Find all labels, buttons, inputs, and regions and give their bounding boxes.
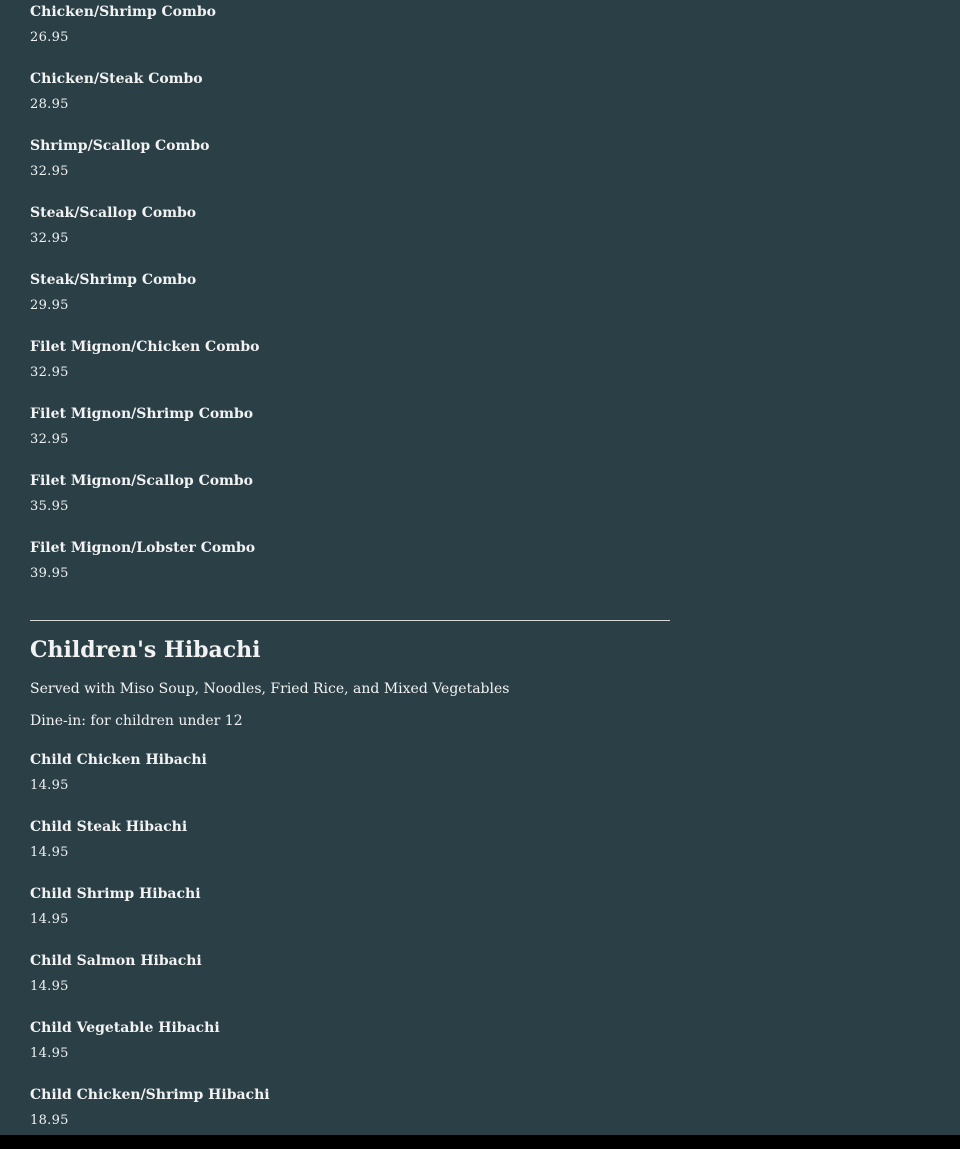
menu-item-price: 32.95 [30,432,69,447]
menu-item-name: Chicken/Steak Combo [30,71,203,87]
menu-item-name: Filet Mignon/Chicken Combo [30,339,260,355]
menu-item-price: 14.95 [30,845,69,860]
section-title: Children's Hibachi [30,637,261,663]
menu-item [30,136,670,203]
menu-item-name: Child Chicken Hibachi [30,752,207,768]
menu-item-price: 35.95 [30,499,69,514]
menu-item-price: 14.95 [30,912,69,927]
menu-item-name: Child Steak Hibachi [30,819,188,835]
menu-item [30,337,670,404]
menu-item [30,884,670,951]
menu-item-name: Shrimp/Scallop Combo [30,138,210,154]
menu-item-price: 29.95 [30,298,69,313]
menu-item [30,1085,670,1135]
menu-item [30,69,670,136]
menu-item [30,2,670,69]
menu-item [30,951,670,1018]
menu-item-price: 18.95 [30,1113,69,1128]
menu-item-name: Steak/Scallop Combo [30,205,197,221]
menu-item-name: Filet Mignon/Shrimp Combo [30,406,254,422]
menu-item-name: Child Salmon Hibachi [30,953,202,969]
menu-item [30,750,670,817]
section-divider [30,620,670,621]
menu-item-name: Child Chicken/Shrimp Hibachi [30,1087,270,1103]
menu-item-price: 14.95 [30,979,69,994]
menu-content [30,2,670,1135]
menu-item-price: 14.95 [30,778,69,793]
menu-item-price: 39.95 [30,566,69,581]
menu-item [30,203,670,270]
menu-item-name: Filet Mignon/Scallop Combo [30,473,254,489]
menu-item [30,1018,670,1085]
menu-item [30,404,670,471]
menu-item-name: Filet Mignon/Lobster Combo [30,540,256,556]
menu-item [30,817,670,884]
menu-item [30,538,670,605]
menu-item-price: 28.95 [30,97,69,112]
menu-item-price: 32.95 [30,164,69,179]
menu-item-price: 32.95 [30,365,69,380]
section-description: Served with Miso Soup, Noodles, Fried Rice, and Mixed Vegetables [30,681,510,697]
menu-item-name: Chicken/Shrimp Combo [30,4,216,20]
section-note: Dine-in: for children under 12 [30,713,243,729]
menu-item [30,270,670,337]
menu-item-name: Child Vegetable Hibachi [30,1020,220,1036]
children-menu-list [30,750,670,1135]
combo-list [30,2,670,605]
menu-item-name: Steak/Shrimp Combo [30,272,197,288]
menu-item-name: Child Shrimp Hibachi [30,886,201,902]
menu-item-price: 14.95 [30,1046,69,1061]
menu-item [30,471,670,538]
menu-item-price: 26.95 [30,30,69,45]
menu-item-price: 32.95 [30,231,69,246]
